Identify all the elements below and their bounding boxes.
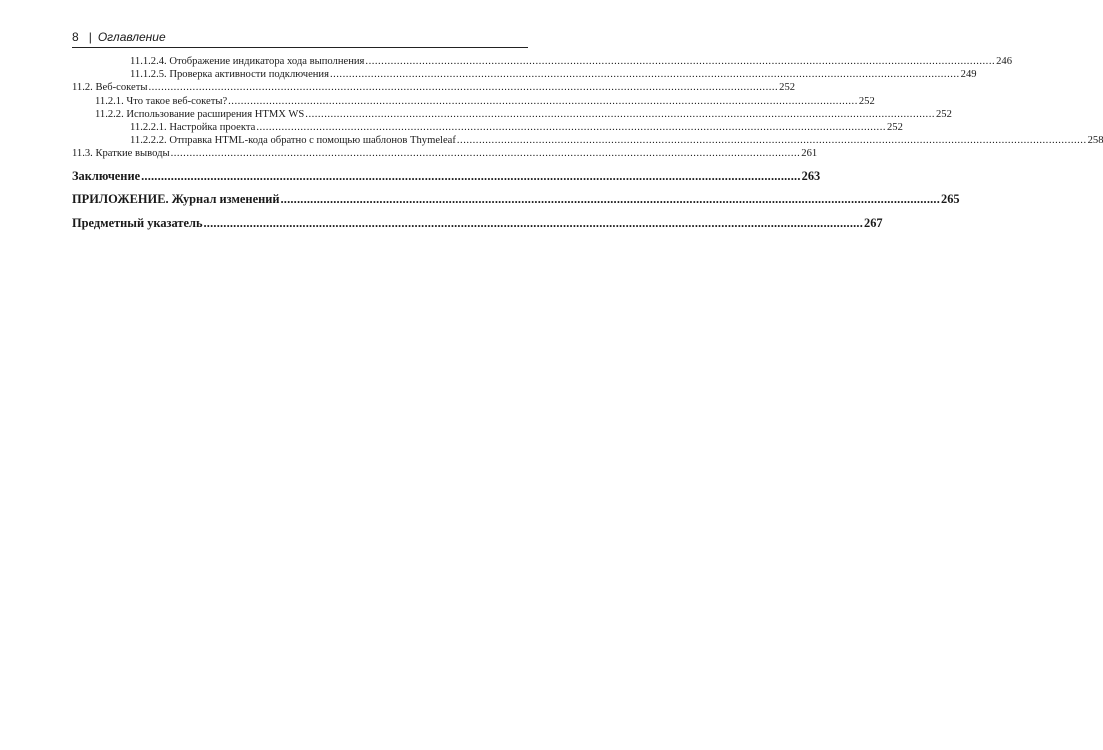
toc-leader: ........................................................................................................................................................................................................ [203,215,864,230]
toc-entry-page: 267 [864,215,883,230]
toc-entry[interactable] [72,81,796,94]
toc-entry[interactable] [72,121,903,134]
toc-entry-label: 11.2.2. Использование расширения HTMX WS [95,108,305,120]
toc-entry[interactable] [72,215,883,231]
page-number: 8 [72,30,79,44]
toc-entry-label: 11.1.2.4. Отображение индикатора хода выполнения [130,56,365,67]
toc-leader: ........................................................................................................................................................................................................ [456,135,1087,147]
toc-leader: ........................................................................................................................................................................................................ [365,56,996,67]
toc-leader: ........................................................................................................................................................................................................ [305,108,935,120]
toc-leader: ........................................................................................................................................................................................................ [148,82,779,94]
toc-entry-page: 249 [960,69,977,81]
toc-entry-page: 246 [996,56,1012,67]
toc-entry[interactable] [72,95,875,108]
toc-entry-label: 11.1.2.5. Проверка активности подключения [130,69,329,81]
table-of-contents [72,55,1103,231]
toc-entry-label: Заключение [72,168,141,183]
toc-entry-page: 261 [801,148,818,160]
toc-entry[interactable] [72,168,821,184]
toc-entry-page: 263 [801,168,821,183]
toc-entry-label: 11.2.2.1. Настройка проекта [130,121,256,133]
toc-entry-label: 11.2. Веб-сокеты [72,82,148,94]
toc-leader: ........................................................................................................................................................................................................ [329,69,960,81]
header-title: Оглавление [97,30,166,44]
toc-entry-label: 11.2.1. Что такое веб-сокеты? [95,95,228,107]
toc-leader: ........................................................................................................................................................................................................ [280,192,941,206]
toc-entry[interactable] [72,134,1103,147]
toc-leader: ........................................................................................................................................................................................................ [141,168,801,183]
toc-entry[interactable] [72,68,977,81]
running-header [72,29,528,47]
toc-leader: ........................................................................................................................................................................................................ [228,95,858,107]
toc-entry[interactable] [72,108,952,121]
toc-leader: ........................................................................................................................................................................................................ [256,121,886,133]
toc-entry[interactable] [72,147,818,160]
toc-leader: ........................................................................................................................................................................................................ [170,148,801,160]
toc-entry-page: 265 [941,192,960,206]
toc-entry-label: 11.2.2.2. Отправка HTML-кода обратно с помощью шаблонов Thymeleaf [130,135,456,147]
header-rule [72,47,528,48]
toc-entry-page: 252 [887,121,903,133]
toc-entry-label: 11.3. Краткие выводы [72,148,170,160]
toc-entry-page: 252 [935,108,952,120]
toc-entry-page: 258 [1087,135,1103,147]
toc-entry[interactable] [72,55,1012,68]
header-separator: | [88,30,92,44]
toc-entry-label: ПРИЛОЖЕНИЕ. Журнал изменений [72,192,280,206]
toc-entry-label: Предметный указатель [72,215,203,230]
toc-entry-page: 252 [858,95,875,107]
toc-entry-page: 252 [779,82,796,94]
toc-entry[interactable] [72,192,960,207]
